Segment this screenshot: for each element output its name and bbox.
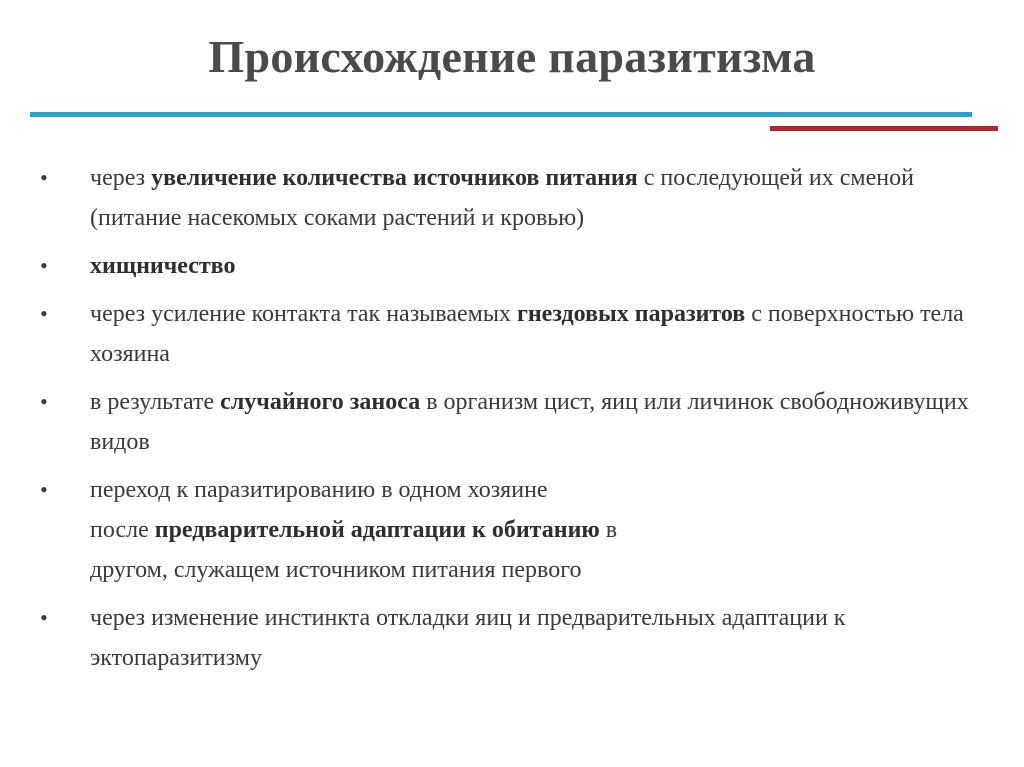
item-text: через xyxy=(90,165,152,191)
item-text: с последующей их сменой (питание насекомых соками растений и кровью) xyxy=(90,165,914,231)
bullet-marker: • xyxy=(40,389,48,414)
item-text: в результате xyxy=(90,389,221,415)
item-text: с поверхностью тела хозяина xyxy=(90,301,964,367)
item-text: после xyxy=(90,517,155,543)
list-item xyxy=(0,158,1024,238)
bullet-marker: • xyxy=(40,301,48,326)
item-text: в организм цист, яиц или личинок свободноживущих видов xyxy=(90,389,969,455)
page-title: Происхождение паразитизма xyxy=(208,31,816,82)
item-text: в xyxy=(599,517,618,543)
item-emphasis: предварительной адаптации к обитанию xyxy=(154,517,600,543)
list-item xyxy=(0,382,1024,462)
item-text: через изменение инстинкта откладки яиц и предварительных адаптации к эктопаразитизму xyxy=(90,605,846,671)
item-emphasis: хищничество xyxy=(90,253,236,279)
title-underline-red xyxy=(770,126,998,131)
bullet-list xyxy=(0,158,1024,686)
bullet-marker: • xyxy=(40,605,48,630)
list-item xyxy=(0,246,1024,286)
list-item xyxy=(0,470,1024,590)
item-line: переход к паразитированию в одном хозяине xyxy=(90,477,548,503)
item-emphasis: случайного заноса xyxy=(220,389,421,415)
item-text: через усиление контакта так называемых xyxy=(90,301,517,327)
bullet-marker: • xyxy=(40,165,48,190)
bullet-marker: • xyxy=(40,253,48,278)
item-line: другом, служащем источником питания первого xyxy=(90,557,582,583)
list-item xyxy=(0,598,1024,678)
item-emphasis: увеличение количества источников питания xyxy=(151,165,638,191)
bullet-marker: • xyxy=(40,477,48,502)
item-emphasis: гнездовых паразитов xyxy=(516,301,746,327)
item-line xyxy=(90,510,994,550)
title-underline-blue xyxy=(30,112,972,117)
list-item xyxy=(0,294,1024,374)
